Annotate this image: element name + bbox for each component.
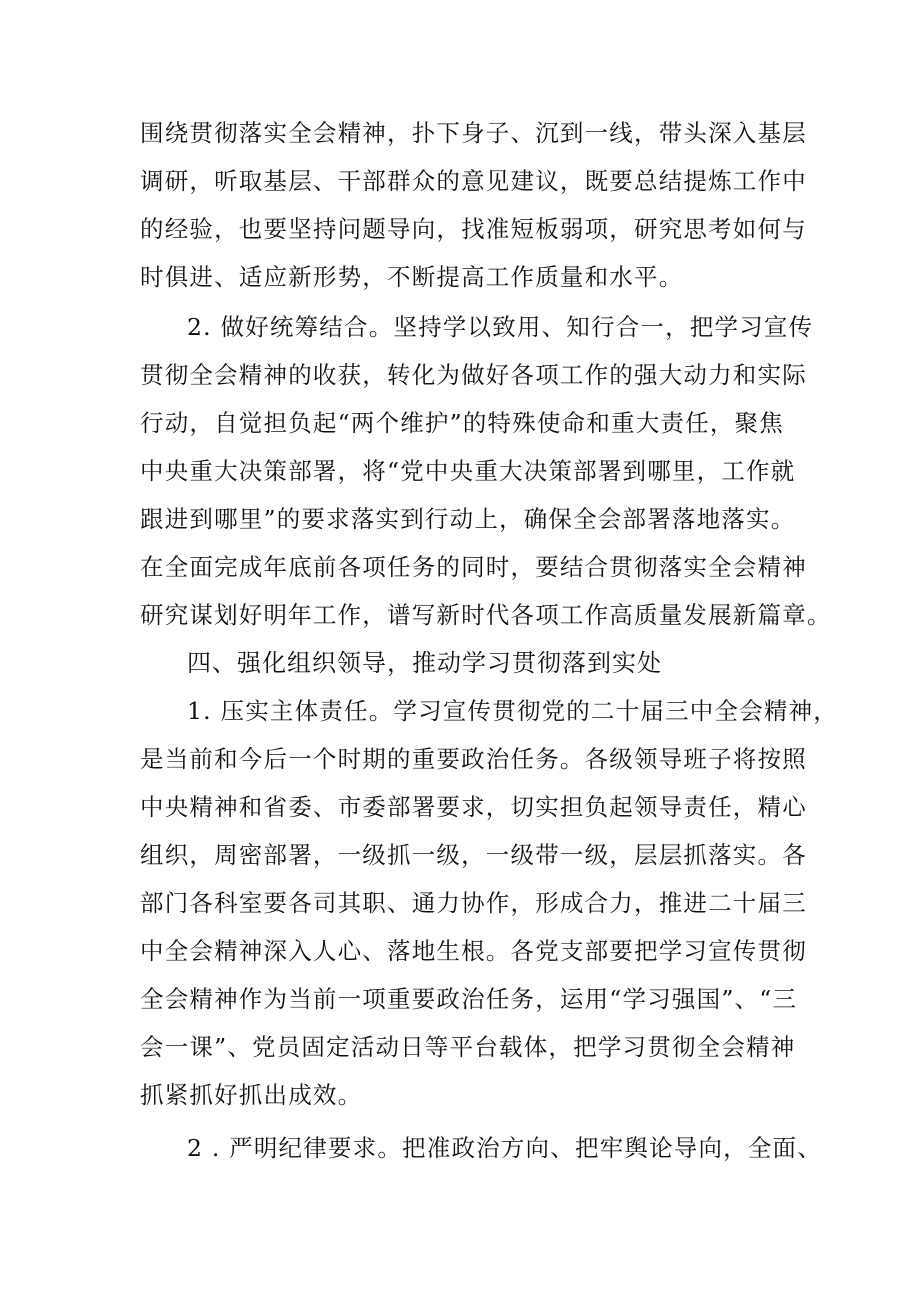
paragraph-line: 调研，听取基层、干部群众的意见建议，既要总结提炼工作中 [140,167,807,195]
paragraph-line: 时俱进、适应新形势，不断提高工作质量和水平。 [140,263,684,291]
paragraph-line: 研究谋划好明年工作，谱写新时代各项工作高质量发展新篇章。 [140,601,832,629]
paragraph-line: 部门各科室要各司其职、通力协作，形成合力，推进二十届三 [140,889,807,917]
paragraph-line: 全会精神作为当前一项重要政治任务，运用“学习强国”、“三 [140,985,798,1013]
paragraph-line: 的经验，也要坚持问题导向，找准短板弱项，研究思考如何与 [140,215,807,243]
paragraph-line: 1. 压实主体责任。学习宣传贯彻党的二十届三中全会精神， [187,697,838,725]
paragraph-line: 2. 做好统筹结合。坚持学以致用、知行合一，把学习宣传 [187,313,814,341]
paragraph-line: 2 . 严明纪律要求。把准政治方向、把牢舆论导向，全面、 [187,1134,822,1162]
paragraph-line: 中央精神和省委、市委部署要求，切实担负起领导责任，精心 [140,793,807,821]
section-heading: 四、强化组织领导，推动学习贯彻落到实处 [187,649,662,677]
paragraph-line: 跟进到哪里”的要求落实到行动上，确保全会部署落地落实。 [140,505,796,533]
paragraph-line: 抓紧抓好抓出成效。 [140,1081,363,1109]
paragraph-line: 是当前和今后一个时期的重要政治任务。各级领导班子将按照 [140,745,807,773]
paragraph-line: 在全面完成年底前各项任务的同时，要结合贯彻落实全会精神 [140,553,807,581]
paragraph-line: 贯彻全会精神的收获，转化为做好各项工作的强大动力和实际 [140,361,807,389]
paragraph-line: 组织，周密部署，一级抓一级，一级带一级，层层抓落实。各 [140,841,807,869]
paragraph-line: 行动，自觉担负起“两个维护”的特殊使命和重大责任，聚焦 [140,409,784,437]
paragraph-line: 中央重大决策部署，将“党中央重大决策部署到哪里，工作就 [140,457,796,485]
paragraph-line: 中全会精神深入人心、落地生根。各党支部要把学习宣传贯彻 [140,937,807,965]
paragraph-line: 会一课”、党员固定活动日等平台载体，把学习贯彻全会精神 [140,1033,796,1061]
paragraph-line: 围绕贯彻落实全会精神，扑下身子、沉到一线，带头深入基层 [140,119,807,147]
